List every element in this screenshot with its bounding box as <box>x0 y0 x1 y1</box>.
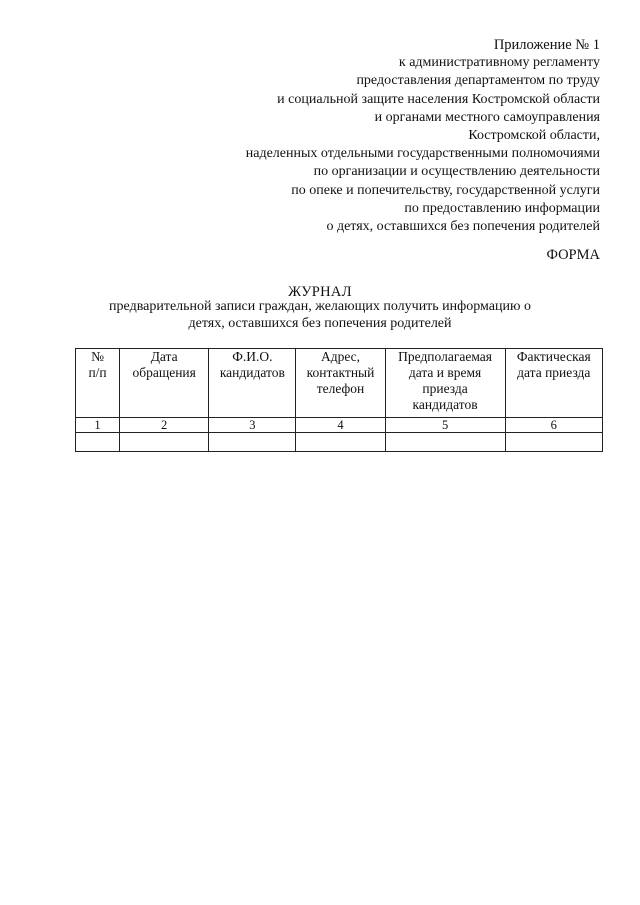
form-label: ФОРМА <box>546 247 600 263</box>
annex-line: о детях, оставшихся без попечения родителей <box>326 219 600 235</box>
journal-subtitle <box>90 298 550 332</box>
column-number-cell: 1 <box>76 418 120 433</box>
column-number-cell: 5 <box>385 418 505 433</box>
annex-line: Костромской области, <box>468 128 600 144</box>
annex-line: по предоставлению информации <box>404 200 600 216</box>
journal-table <box>75 348 603 452</box>
table-cell <box>76 433 120 452</box>
column-number-cell: 3 <box>209 418 296 433</box>
table-cell <box>505 433 602 452</box>
column-number-cell: 6 <box>505 418 602 433</box>
annex-line: по организации и осуществлению деятельности <box>313 164 600 180</box>
column-number-cell: 4 <box>296 418 385 433</box>
table-header-row <box>76 349 603 418</box>
table-cell <box>296 433 385 452</box>
annex-line: наделенных отдельными государственными полномочиями <box>245 146 600 162</box>
journal-title: ЖУРНАЛ <box>288 284 352 300</box>
annex-line: предоставления департаментом по труду <box>356 73 600 89</box>
table-header-cell: Предполагаемая дата и время приезда кандидатов <box>385 349 505 418</box>
annex-line: и социальной защите населения Костромской области <box>277 91 600 107</box>
annex-header <box>180 36 600 236</box>
journal-subtitle-line: предварительной записи граждан, желающих получить информацию о <box>109 299 531 314</box>
table-header-cell: Адрес, контактный телефон <box>296 349 385 418</box>
table-cell <box>120 433 209 452</box>
annex-line: и органами местного самоуправления <box>374 109 600 125</box>
table-header-cell: Ф.И.О. кандидатов <box>209 349 296 418</box>
table-cell <box>385 433 505 452</box>
annex-line: Приложение № 1 <box>493 37 600 53</box>
annex-line: по опеке и попечительству, государственной услуги <box>291 182 600 198</box>
table-cell <box>209 433 296 452</box>
annex-line: к административному регламенту <box>398 55 600 71</box>
table-row <box>76 418 603 433</box>
table-header-cell: Дата обращения <box>120 349 209 418</box>
table-header-cell: № п/п <box>76 349 120 418</box>
table-row <box>76 433 603 452</box>
table-header-cell: Фактическая дата приезда <box>505 349 602 418</box>
column-number-cell: 2 <box>120 418 209 433</box>
journal-subtitle-line: детях, оставшихся без попечения родителей <box>188 316 452 331</box>
